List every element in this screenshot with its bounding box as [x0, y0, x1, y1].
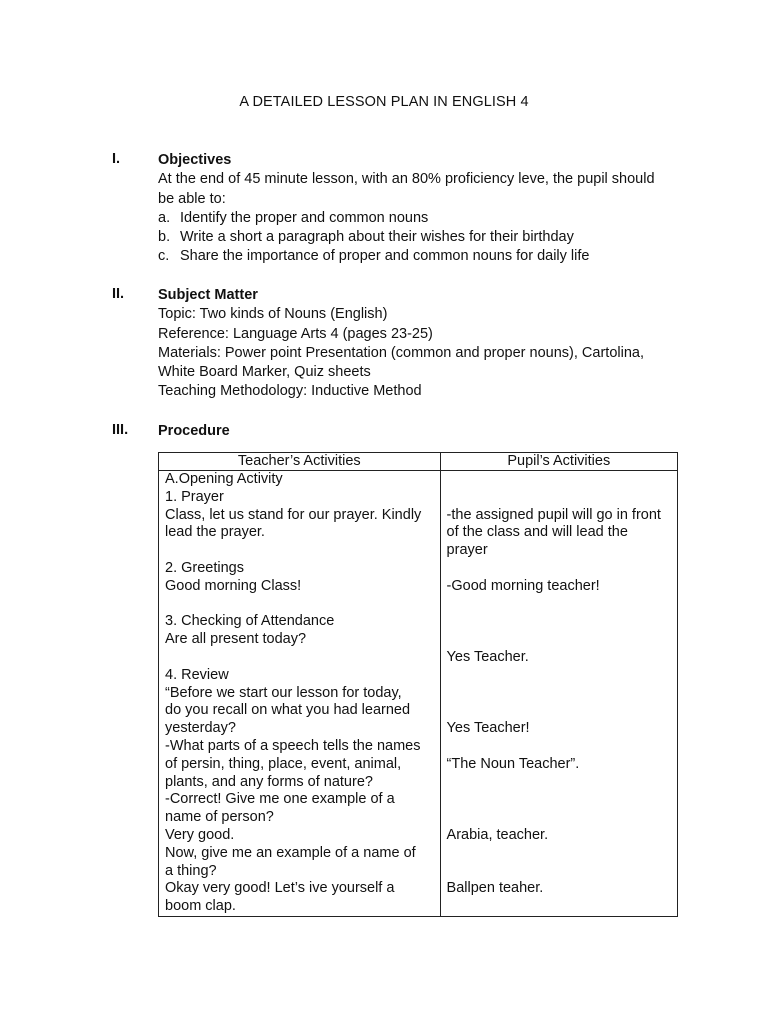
teacher-activity-line: Class, let us stand for our prayer. Kindly: [165, 506, 422, 523]
pupil-activity-line: [447, 738, 677, 756]
subject-matter-line: White Board Marker, Quiz sheets: [158, 364, 371, 381]
pupil-activity-line: [447, 685, 677, 703]
objectives-intro-line: At the end of 45 minute lesson, with an 80% proficiency leve, the pupil should: [158, 171, 655, 188]
pupil-activity-line: [447, 489, 677, 507]
pupil-activity-line: [447, 560, 677, 578]
objectives-intro-line: be able to:: [158, 190, 226, 207]
pupil-activity-line: [447, 845, 677, 863]
column-header-teacher: Teacher’s Activities: [159, 453, 441, 471]
document-title: A DETAILED LESSON PLAN IN ENGLISH 4: [239, 94, 529, 110]
pupil-activity-line: [447, 702, 677, 720]
pupil-activity-line: [447, 774, 677, 792]
teacher-activity-line: yesterday?: [165, 720, 236, 737]
pupil-activity-line: “The Noun Teacher”.: [446, 755, 580, 772]
teacher-activity-line: [165, 542, 440, 560]
objective-item: [158, 209, 718, 228]
pupil-activity-line: [447, 471, 677, 489]
procedure-heading: Procedure: [158, 423, 230, 439]
teacher-activity-line: boom clap.: [165, 898, 236, 915]
subject-matter-line: Materials: Power point Presentation (common and proper nouns), Cartolina,: [158, 344, 644, 361]
teacher-activity-line: Very good.: [165, 826, 235, 843]
objectives-heading: Objectives: [158, 152, 232, 168]
objectives-body: [158, 151, 718, 267]
teacher-activity-line: Now, give me an example of a name of: [165, 844, 416, 861]
subject-matter-body: [158, 286, 718, 402]
teacher-activities-cell: [159, 471, 441, 917]
teacher-activity-line: Okay very good! Let’s ive yourself a: [165, 880, 395, 897]
objective-item: [158, 247, 718, 266]
pupil-activity-line: [447, 667, 677, 685]
subject-matter-heading: Subject Matter: [158, 287, 258, 303]
subject-matter-line: Teaching Methodology: Inductive Method: [158, 383, 422, 400]
objective-letter: b.: [158, 229, 171, 246]
teacher-activity-line: [165, 649, 440, 667]
teacher-activity-line: 1. Prayer: [165, 488, 224, 505]
objective-text: Identify the proper and common nouns: [180, 209, 429, 226]
objective-letter: a.: [158, 209, 171, 226]
objective-item: [158, 228, 718, 247]
teacher-activity-line: plants, and any forms of nature?: [165, 773, 373, 790]
pupil-activity-line: prayer: [446, 542, 488, 559]
pupil-activities-cell: [440, 471, 677, 917]
pupil-activity-line: Ballpen teaher.: [446, 880, 544, 897]
teacher-activity-line: -Correct! Give me one example of a: [165, 791, 395, 808]
pupil-activity-line: [447, 863, 677, 881]
teacher-activity-line: 3. Checking of Attendance: [165, 613, 335, 630]
teacher-activity-line: Are all present today?: [165, 631, 307, 648]
pupil-activity-line: [447, 791, 677, 809]
pupil-activity-line: [447, 809, 677, 827]
teacher-activity-line: A.Opening Activity: [165, 471, 283, 487]
teacher-activity-line: name of person?: [165, 809, 274, 826]
teacher-activity-line: “Before we start our lesson for today,: [165, 684, 402, 701]
section-numeral-procedure: III.: [112, 422, 129, 438]
teacher-activity-line: [165, 596, 440, 614]
teacher-activity-line: lead the prayer.: [165, 524, 265, 541]
table-row: [159, 471, 678, 917]
pupil-activity-line: -Good morning teacher!: [446, 577, 600, 594]
teacher-activity-line: of persin, thing, place, event, animal,: [165, 755, 402, 772]
pupil-activity-line: -the assigned pupil will go in front: [446, 506, 661, 523]
pupil-activity-line: Yes Teacher!: [446, 720, 530, 737]
teacher-activity-line: 2. Greetings: [165, 559, 244, 576]
pupil-activity-line: Yes Teacher.: [446, 648, 529, 665]
teacher-activity-line: Good morning Class!: [165, 577, 302, 594]
teacher-activity-line: do you recall on what you had learned: [165, 702, 411, 719]
pupil-activity-line: of the class and will lead the: [446, 524, 628, 541]
procedure-table: [158, 452, 678, 917]
pupil-activity-line: [447, 596, 677, 614]
objective-text: Share the importance of proper and common nouns for daily life: [180, 248, 590, 265]
pupil-activity-line: [447, 898, 677, 916]
table-header-row: [159, 453, 678, 471]
section-numeral-objectives: I.: [112, 151, 121, 167]
section-numeral-subject-matter: II.: [112, 286, 125, 302]
procedure-body: [158, 422, 718, 441]
objective-letter: c.: [158, 248, 170, 265]
teacher-activity-line: -What parts of a speech tells the names: [165, 737, 421, 754]
pupil-activity-line: [447, 613, 677, 631]
column-header-pupil: Pupil’s Activities: [440, 453, 677, 471]
teacher-activity-line: a thing?: [165, 862, 217, 879]
pupil-activity-line: Arabia, teacher.: [446, 826, 549, 843]
objective-text: Write a short a paragraph about their wishes for their birthday: [180, 229, 574, 246]
subject-matter-line: Reference: Language Arts 4 (pages 23-25): [158, 325, 433, 342]
teacher-activity-line: 4. Review: [165, 666, 229, 683]
subject-matter-line: Topic: Two kinds of Nouns (English): [158, 306, 388, 323]
pupil-activity-line: [447, 631, 677, 649]
